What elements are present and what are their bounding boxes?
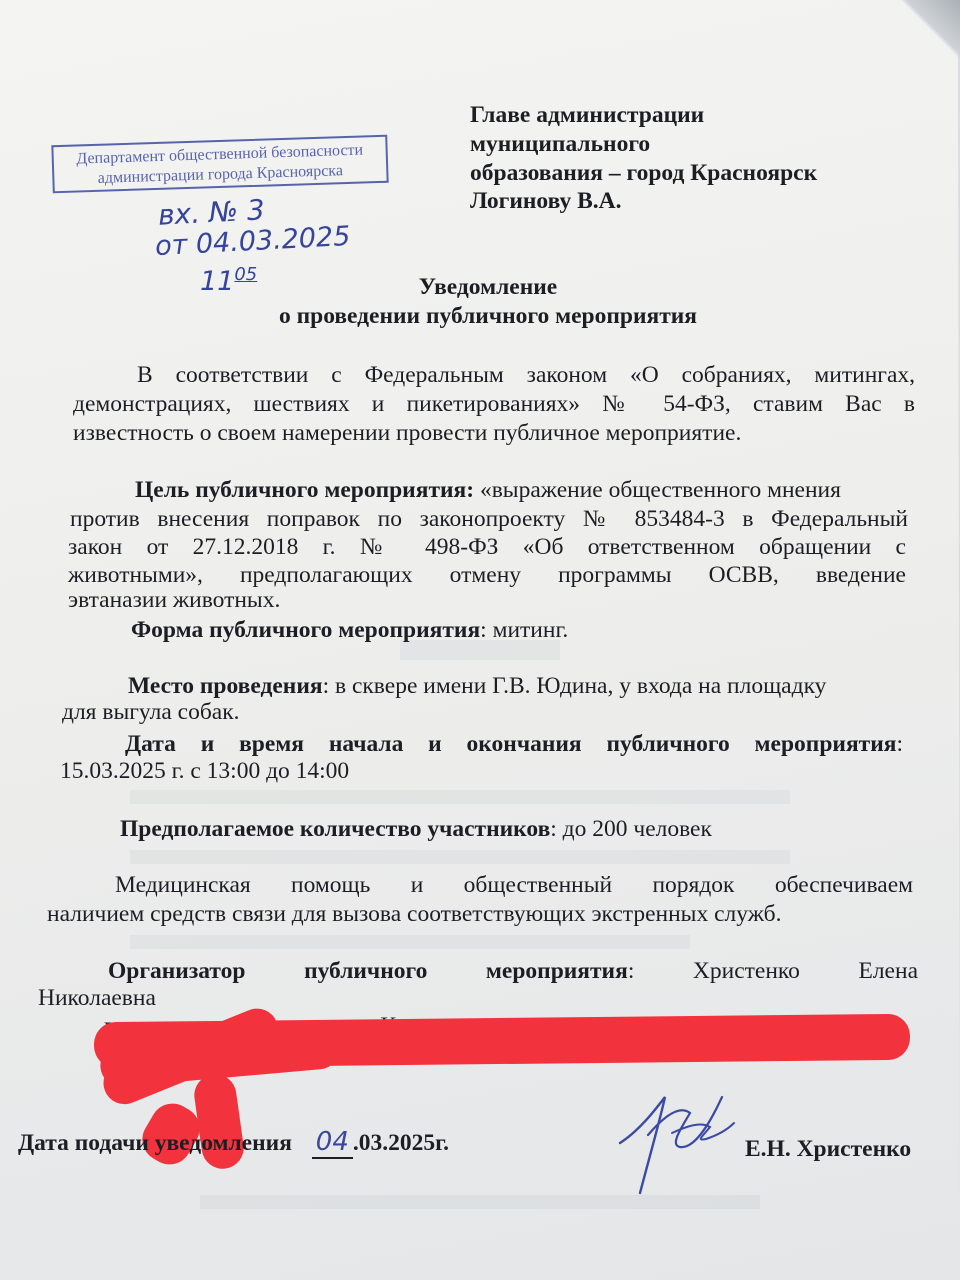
handwritten-incoming-number: вх. № 3: [157, 193, 266, 232]
signer-name: Е.Н. Христенко: [745, 1136, 912, 1162]
organizer-name-cont: Николаевна: [38, 985, 156, 1011]
datetime-label: Дата и время начала и окончания публичного мероприятия:: [125, 731, 903, 757]
place-line-2: для выгула собак.: [62, 699, 240, 725]
handwritten-minutes: 05: [234, 264, 258, 285]
bleed-through-artifact: [130, 790, 790, 804]
addressee-line: Логинову В.А.: [470, 188, 622, 214]
organizer-name: : Христенко Елена: [627, 958, 918, 984]
stamp-line: Департамент общественной безопасности: [76, 141, 364, 168]
document-title: Уведомление: [418, 274, 558, 300]
form-value: : митинг.: [480, 617, 569, 643]
signature-icon: [610, 1075, 740, 1205]
page-corner-fold: [900, 0, 960, 60]
intro-line: В соответствии с Федеральным законом «О собраниях, митингах,: [137, 362, 915, 388]
place-line-1: [128, 672, 826, 700]
addressee-line: Главе администрации: [470, 102, 705, 128]
submission-day-handwritten: 04: [312, 1127, 353, 1159]
purpose-label: Цель публичного мероприятия:: [135, 477, 475, 503]
handwritten-incoming-date: от 04.03.2025: [154, 220, 352, 263]
document-subtitle: о проведении публичного мероприятия: [278, 303, 698, 329]
bleed-through-artifact: [130, 850, 790, 864]
medical-line: наличием средств связи для вызова соответствующих экстренных служб.: [47, 901, 782, 927]
organizer-line-1: [108, 957, 918, 985]
purpose-text: «выражение общественного мнения: [474, 477, 841, 503]
place-text: : в сквере имени Г.В. Юдина, у входа на площадку: [322, 673, 827, 699]
purpose-line: против внесения поправок по законопроекту № 853484-3 в Федеральный: [70, 506, 908, 532]
bleed-through-artifact: [130, 935, 690, 949]
place-label: Место проведения: [128, 673, 323, 699]
form-label: Форма публичного мероприятия: [131, 617, 481, 643]
submission-date-line: [18, 1128, 449, 1157]
purpose-line: животными», предполагающих отмену программы ОСВВ, введение: [68, 562, 906, 588]
stamp-line: администрации города Красноярска: [97, 162, 344, 187]
submission-date-rest: .03.2025г.: [352, 1130, 450, 1156]
participants-value: : до 200 человек: [550, 816, 712, 842]
addressee-line: муниципального: [470, 131, 651, 157]
intro-line: демонстрациях, шествиях и пикетированиях» № 54-ФЗ, ставим Вас в: [73, 391, 915, 417]
organizer-label: Организатор публичного мероприятия: [108, 958, 628, 984]
addressee-line: образования – город Красноярск: [470, 160, 818, 186]
handwritten-hour: 11: [200, 266, 235, 297]
purpose-line: закон от 27.12.2018 г. № 498-ФЗ «Об ответственном обращении с: [68, 534, 906, 560]
purpose-line-1: [135, 476, 841, 504]
form-line: [131, 616, 568, 644]
participants-line: [120, 815, 712, 843]
medical-line: Медицинская помощь и общественный порядок обеспечиваем: [115, 872, 913, 898]
intro-line: известность о своем намерении провести публичное мероприятие.: [73, 420, 742, 446]
participants-label: Предполагаемое количество участников: [120, 816, 551, 842]
submission-date-label: Дата подачи уведомления: [18, 1130, 292, 1156]
datetime-value: 15.03.2025 г. с 13:00 до 14:00: [60, 758, 350, 784]
purpose-line: эвтаназии животных.: [68, 587, 281, 613]
